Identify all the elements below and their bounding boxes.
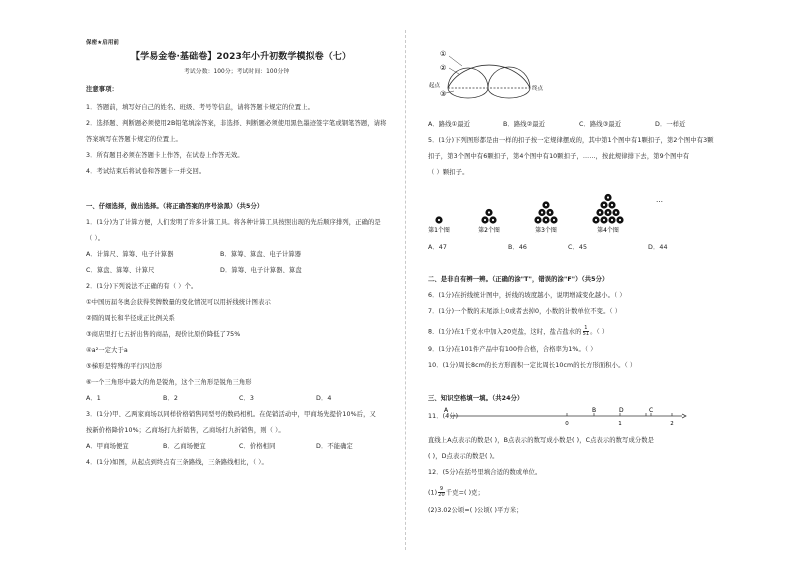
button-hole <box>488 211 490 213</box>
true-false-item: 9．(1分)在101件产品中有100件合格，合格率为1%。（ ） <box>428 346 597 353</box>
option-d[interactable]: D．4 <box>316 395 332 402</box>
button-hole <box>607 196 609 198</box>
option-b[interactable]: B．2 <box>163 395 178 402</box>
question-2-stem: 2．(1分)下列说法不正确的有（ ）个。 <box>86 283 198 290</box>
tick-label: 2 <box>670 421 674 427</box>
option-d[interactable]: D．一样近 <box>655 121 686 128</box>
option-b[interactable]: B．46 <box>508 244 528 251</box>
figure-label: 第2个图 <box>478 227 500 234</box>
option-c[interactable]: C．价格相同 <box>239 443 276 450</box>
note-line: 1．答题前，填写好自己的姓名、班级、考号等信息，请将答题卡规定的位置上。 <box>86 104 314 111</box>
option-a[interactable]: A．计算尺、算筹、电子计算器 <box>86 251 174 258</box>
option-d[interactable]: D．44 <box>648 244 668 251</box>
page-title: 【学易金卷·基础卷】2023年小升初数学模拟卷（七） <box>131 52 352 62</box>
button-hole <box>484 219 486 221</box>
statement: ①中国历届冬奥会获得奖牌数量的变化情况可以用折线统计图表示 <box>86 299 271 306</box>
question-11-text: 直线上A点表示的数是( )，B点表示的数写成小数是( )，C点表示的数写成分数是 <box>428 437 655 444</box>
button-hole <box>541 211 543 213</box>
true-false-item: 7．(1分)一个数的末尾添上0或者去掉0，小数的计数单位不变。（ ） <box>428 308 622 315</box>
button-hole <box>595 219 597 221</box>
option-a[interactable]: A．47 <box>428 244 448 251</box>
end-label: 终点 <box>532 86 544 92</box>
option-a[interactable]: A．甲商场便宜 <box>86 443 129 450</box>
button-hole <box>492 219 494 221</box>
option-c[interactable]: C．3 <box>239 395 254 402</box>
note-line: 2．选择题、判断题必须使用2B铅笔填涂答案，非选择、判断题必须使用黑色墨迹签字笔或钢笔答题，请将 <box>86 120 387 127</box>
question-3-stem: 按新价格降价10%；乙商场打九折销售，乙商场打九折销售，则（ ）。 <box>86 427 285 434</box>
option-b[interactable]: B．算筹、算盘、电子计算器 <box>220 251 302 258</box>
option-d[interactable]: D．不能确定 <box>316 443 353 450</box>
button-hole <box>553 219 555 221</box>
question-1-stem: （ ）。 <box>86 235 105 242</box>
option-c[interactable]: C．算盘、算筹、计算尺 <box>86 267 155 274</box>
button-hole <box>619 219 621 221</box>
option-a[interactable]: A．路线①最近 <box>428 121 471 128</box>
button-hole <box>545 219 547 221</box>
route-diagram <box>426 44 546 106</box>
section-1-heading: 一、仔细选择，做出选择。（将正确答案的序号涂黑）（共5分） <box>86 203 264 210</box>
question-5-stem: 扣子，第3个图中有6颗扣子，第4个图中有10颗扣子，……，按此规律排下去，第9个图中有 <box>428 153 690 160</box>
question-4-stem: 4．(1分)如图，从起点到终点有三条路线，三条路线相比，（ ）。 <box>86 459 268 466</box>
button-hole <box>615 211 617 213</box>
option-c[interactable]: C．45 <box>568 244 588 251</box>
question-11-label: 11．(4分) <box>428 413 459 420</box>
point-a: A <box>444 407 449 414</box>
route-2-label: ② <box>440 64 447 72</box>
button-hole <box>611 204 613 206</box>
statement: ④a²一定大于a <box>86 347 128 354</box>
tick-label: 1 <box>618 421 622 427</box>
q8-after: 。（ ） <box>590 328 609 336</box>
question-12-a: (1) $\frac{9}{20}$ 千克=( )克； <box>428 486 484 498</box>
true-false-item: 10．(1分)周长8cm的长方形面积一定比周长10cm的长方形面积小。（ ） <box>428 362 637 369</box>
start-label: 起点 <box>429 83 441 89</box>
route-1-label: ① <box>440 50 447 58</box>
button-hole <box>599 211 601 213</box>
point-c: C <box>649 407 654 414</box>
figure-label: 第3个图 <box>535 227 557 234</box>
statement: ⑥一个三角形中最大的角是锐角，这个三角形是锐角三角形 <box>86 379 252 386</box>
question-1-stem: 1．(1分)为了计算方便，人们发明了许多计算工具。将各种计算工具按照出现的先后顺序排列，正确的是 <box>86 219 381 226</box>
question-5-stem: 5．(1分)下列图形都是由一样的扣子按一定规律摆成的，其中第1个图中有1颗扣子，第2个图中有3颗 <box>428 137 714 144</box>
question-3-stem: 3．(1分)甲、乙两家商场以同样价格销售同型号的数码相机。在促销活动中，甲商场先提价10%后，又 <box>86 411 376 418</box>
q8-before: 8．(1分)在1千克水中加入20克盐，这时，盐占盐水的 <box>428 328 582 336</box>
note-line: 4．考试结束后将试卷和答题卡一并交回。 <box>86 168 206 175</box>
button-hole <box>549 211 551 213</box>
ellipsis: … <box>656 196 663 204</box>
option-d[interactable]: D．算筹、电子计算器、算盘 <box>220 267 302 274</box>
question-12-stem: 12．(5分)在括号里填合适的数或单位。 <box>428 469 542 476</box>
question-11-text: ( )，D点表示的数是( )。 <box>428 453 499 460</box>
question-5-stem: （ ）颗扣子。 <box>428 169 469 176</box>
statement: ③商店里打七五折出售的商品，现价比原价降低了75% <box>86 331 241 338</box>
statement: ②圆的周长和半径成正比例关系 <box>86 315 175 322</box>
option-b[interactable]: B．路线②最近 <box>503 121 546 128</box>
button-hole <box>603 204 605 206</box>
button-hole <box>603 219 605 221</box>
note-line: 3．所有题目必须在答题卡上作答，在试卷上作答无效。 <box>86 152 244 159</box>
option-b[interactable]: B．乙商场便宜 <box>163 443 206 450</box>
option-a[interactable]: A．1 <box>86 395 101 402</box>
true-false-item-8 <box>428 326 608 337</box>
section-2-heading: 二、是非自有辨一辨。（正确的涂"T"，错误的涂"F"）（共5分） <box>428 276 609 283</box>
section-3-heading: 三、知识空格填一填。（共24分） <box>428 395 524 402</box>
notes-heading: 注意事项： <box>86 86 118 93</box>
statement: ⑤梯形是特殊的平行四边形 <box>86 363 163 370</box>
button-patterns <box>426 180 666 236</box>
note-line: 答案填写在答题卡规定的位置上。 <box>86 136 182 143</box>
point-b: B <box>592 407 597 414</box>
true-false-item: 6．(1分)在折线统计图中，折线的坡度越小，说明增减变化越小。（ ） <box>428 292 626 299</box>
point-d: D <box>619 407 624 414</box>
tick-label: 0 <box>565 421 569 427</box>
option-c[interactable]: C．路线③最近 <box>579 121 622 128</box>
figure-label: 第1个图 <box>428 227 450 234</box>
exam-info: 考试分数：100分；考试时间：100分钟 <box>184 69 290 75</box>
button-hole <box>611 219 613 221</box>
route-3-label: ③ <box>440 90 447 98</box>
column-divider <box>405 30 406 550</box>
button-hole <box>438 219 440 221</box>
question-12-b: (2)3.02公顷=( )公顷( )平方米； <box>428 507 523 514</box>
button-hole <box>537 219 539 221</box>
button-hole <box>607 211 609 213</box>
fraction: $\frac{1}{51}$ <box>582 325 590 337</box>
fraction: $\frac{9}{20}$ <box>438 486 445 498</box>
button-hole <box>545 204 547 206</box>
number-line <box>444 406 688 428</box>
figure-label: 第4个图 <box>597 227 619 234</box>
confidential-mark: 保密★启用前 <box>86 40 120 46</box>
